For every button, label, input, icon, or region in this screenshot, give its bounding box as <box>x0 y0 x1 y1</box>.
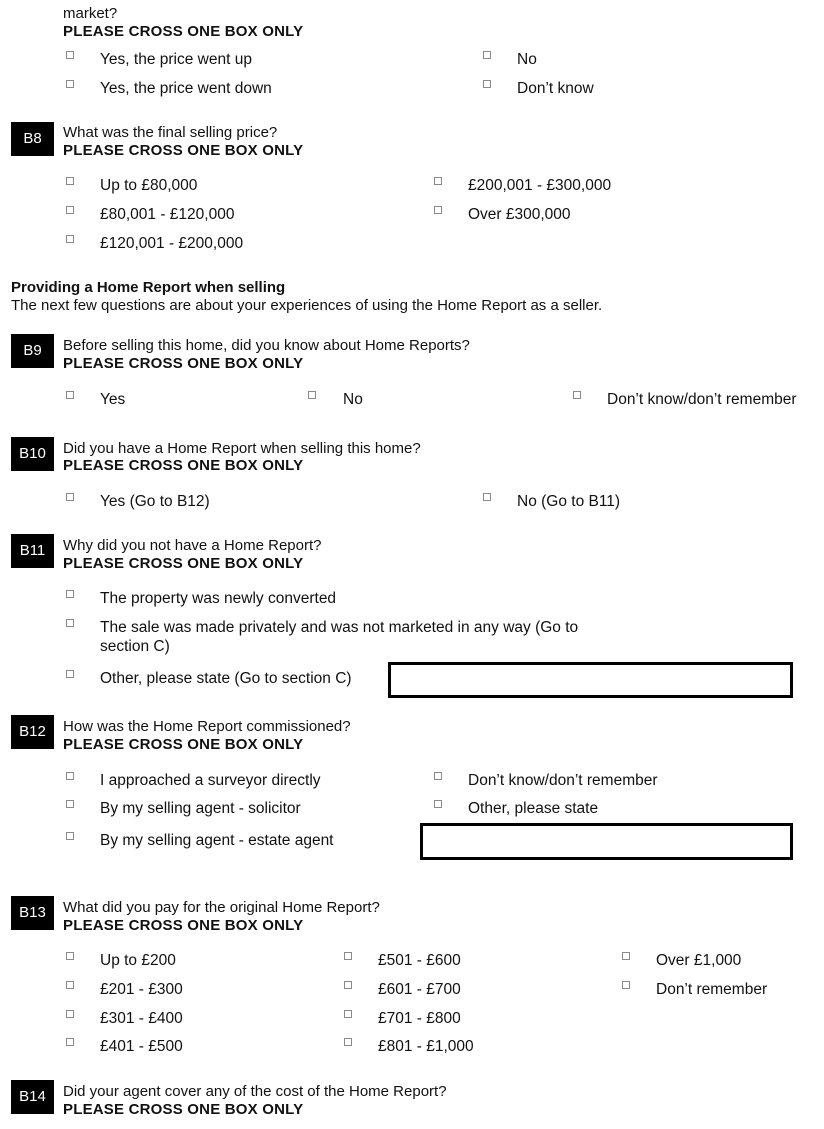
b10-question: Did you have a Home Report when selling this home? <box>63 440 421 457</box>
b13-option-301-400: £301 - £400 <box>100 1010 183 1027</box>
b7-option-no: No <box>517 51 537 68</box>
b10-checkbox-no[interactable] <box>483 493 491 501</box>
b7-option-dont-know: Don’t know <box>517 80 594 97</box>
b12-checkbox-dont-know[interactable] <box>434 772 442 780</box>
b9-number-badge: B9 <box>11 334 54 368</box>
b9-checkbox-dont-know[interactable] <box>573 391 581 399</box>
b11-option-sold-privately-continued: section C) <box>100 638 170 655</box>
b9-question: Before selling this home, did you know about Home Reports? <box>63 337 470 354</box>
b10-number-badge: B10 <box>11 437 54 471</box>
b12-checkbox-other[interactable] <box>434 800 442 808</box>
b13-number-badge: B13 <box>11 896 54 930</box>
b9-checkbox-no[interactable] <box>308 391 316 399</box>
b12-checkbox-surveyor[interactable] <box>66 772 74 780</box>
b11-other-text-input[interactable] <box>388 662 793 698</box>
b13-checkbox-dont-remember[interactable] <box>622 981 630 989</box>
b8-option-120k-200k: £120,001 - £200,000 <box>100 235 244 252</box>
b8-number-badge: B8 <box>11 122 54 156</box>
b14-question: Did your agent cover any of the cost of the Home Report? <box>63 1083 447 1100</box>
b7-instruction: PLEASE CROSS ONE BOX ONLY <box>63 23 304 40</box>
b9-checkbox-yes[interactable] <box>66 391 74 399</box>
b11-instruction: PLEASE CROSS ONE BOX ONLY <box>63 555 304 572</box>
b12-checkbox-solicitor[interactable] <box>66 800 74 808</box>
b12-option-surveyor: I approached a surveyor directly <box>100 772 321 789</box>
b14-instruction: PLEASE CROSS ONE BOX ONLY <box>63 1101 304 1118</box>
b8-question: What was the final selling price? <box>63 124 278 141</box>
b14-number-badge: B14 <box>11 1080 54 1114</box>
b13-checkbox-501-600[interactable] <box>344 952 352 960</box>
b11-option-sold-privately: The sale was made privately and was not marketed in any way (Go to <box>100 619 579 636</box>
b13-option-701-800: £701 - £800 <box>378 1010 461 1027</box>
b13-option-dont-remember: Don’t remember <box>656 981 768 998</box>
b7-question-tail: market? <box>63 5 118 22</box>
b9-option-yes: Yes <box>100 391 126 408</box>
b8-option-200k-300k: £200,001 - £300,000 <box>468 177 612 194</box>
b13-checkbox-801-1000[interactable] <box>344 1038 352 1046</box>
b11-checkbox-newly-converted[interactable] <box>66 590 74 598</box>
b8-checkbox-up-to-80k[interactable] <box>66 177 74 185</box>
b10-option-no: No (Go to B11) <box>517 493 621 510</box>
b11-question: Why did you not have a Home Report? <box>63 537 322 554</box>
b12-option-other: Other, please state <box>468 800 599 817</box>
b8-option-over-300k: Over £300,000 <box>468 206 571 223</box>
b10-option-yes: Yes (Go to B12) <box>100 493 210 510</box>
b13-option-over-1000: Over £1,000 <box>656 952 742 969</box>
b12-option-dont-know: Don’t know/don’t remember <box>468 772 658 789</box>
b13-checkbox-over-1000[interactable] <box>622 952 630 960</box>
b7-checkbox-dont-know[interactable] <box>483 80 491 88</box>
b8-checkbox-120k-200k[interactable] <box>66 235 74 243</box>
b13-option-501-600: £501 - £600 <box>378 952 461 969</box>
b13-option-801-1000: £801 - £1,000 <box>378 1038 474 1055</box>
b8-checkbox-200k-300k[interactable] <box>434 177 442 185</box>
b12-other-text-input[interactable] <box>420 823 793 860</box>
b8-instruction: PLEASE CROSS ONE BOX ONLY <box>63 142 304 159</box>
b8-checkbox-over-300k[interactable] <box>434 206 442 214</box>
section-subtitle: The next few questions are about your experiences of using the Home Report as a seller. <box>11 297 603 314</box>
b12-option-solicitor: By my selling agent - solicitor <box>100 800 301 817</box>
b12-question: How was the Home Report commissioned? <box>63 718 351 735</box>
b11-number-badge: B11 <box>11 534 54 568</box>
b11-checkbox-other[interactable] <box>66 670 74 678</box>
b13-checkbox-301-400[interactable] <box>66 1010 74 1018</box>
b9-option-dont-know: Don’t know/don’t remember <box>607 391 797 408</box>
b13-option-601-700: £601 - £700 <box>378 981 461 998</box>
b13-checkbox-601-700[interactable] <box>344 981 352 989</box>
b7-option-price-down: Yes, the price went down <box>100 80 272 97</box>
b8-option-80k-120k: £80,001 - £120,000 <box>100 206 235 223</box>
b9-option-no: No <box>343 391 363 408</box>
b10-checkbox-yes[interactable] <box>66 493 74 501</box>
b7-checkbox-no[interactable] <box>483 51 491 59</box>
b13-checkbox-701-800[interactable] <box>344 1010 352 1018</box>
b13-checkbox-up-to-200[interactable] <box>66 952 74 960</box>
b13-question: What did you pay for the original Home Report? <box>63 899 380 916</box>
b12-instruction: PLEASE CROSS ONE BOX ONLY <box>63 736 304 753</box>
b13-instruction: PLEASE CROSS ONE BOX ONLY <box>63 917 304 934</box>
b13-checkbox-401-500[interactable] <box>66 1038 74 1046</box>
b7-checkbox-price-down[interactable] <box>66 80 74 88</box>
b10-instruction: PLEASE CROSS ONE BOX ONLY <box>63 457 304 474</box>
b12-checkbox-estate-agent[interactable] <box>66 832 74 840</box>
b8-checkbox-80k-120k[interactable] <box>66 206 74 214</box>
b12-number-badge: B12 <box>11 715 54 749</box>
b8-option-up-to-80k: Up to £80,000 <box>100 177 198 194</box>
b7-checkbox-price-up[interactable] <box>66 51 74 59</box>
b13-option-401-500: £401 - £500 <box>100 1038 183 1055</box>
b13-checkbox-201-300[interactable] <box>66 981 74 989</box>
b9-instruction: PLEASE CROSS ONE BOX ONLY <box>63 355 304 372</box>
b7-option-price-up: Yes, the price went up <box>100 51 252 68</box>
section-title: Providing a Home Report when selling <box>11 279 286 296</box>
b13-option-up-to-200: Up to £200 <box>100 952 176 969</box>
b12-option-estate-agent: By my selling agent - estate agent <box>100 832 334 849</box>
b11-option-newly-converted: The property was newly converted <box>100 590 337 607</box>
b11-option-other: Other, please state (Go to section C) <box>100 670 352 687</box>
b11-checkbox-sold-privately[interactable] <box>66 619 74 627</box>
b13-option-201-300: £201 - £300 <box>100 981 183 998</box>
